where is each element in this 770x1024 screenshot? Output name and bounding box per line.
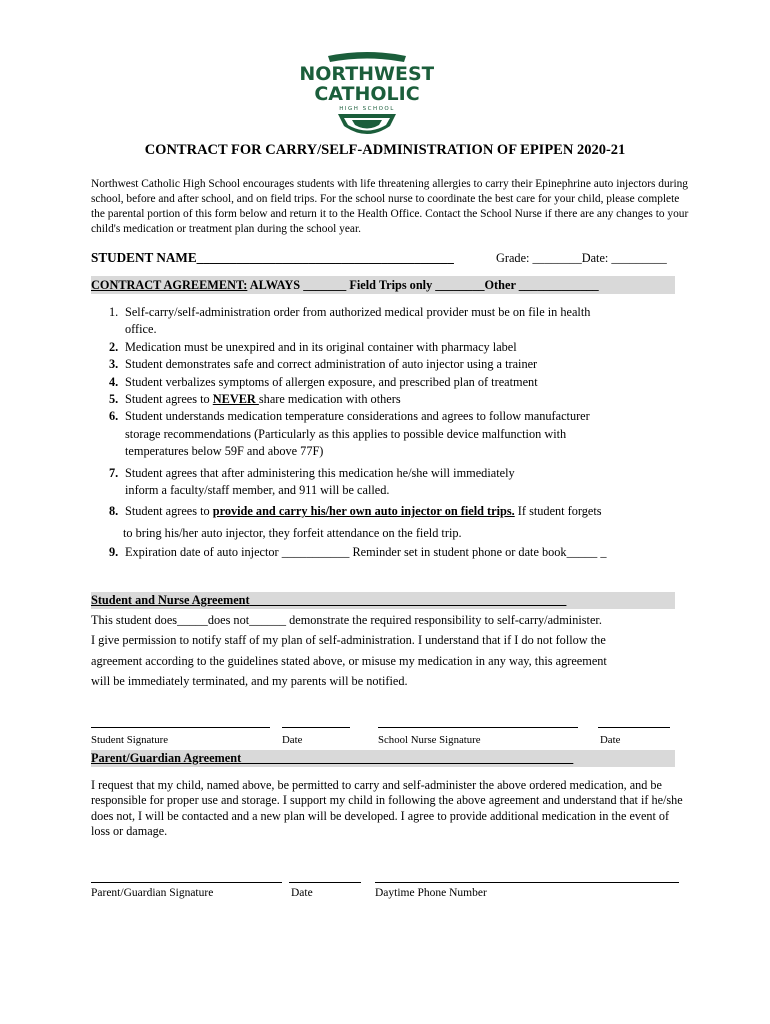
- document-title: CONTRACT FOR CARRY/SELF-ADMINISTRATION OF EPIPEN 2020-21: [144, 142, 626, 158]
- student-signature-label: Student Signature: [91, 734, 169, 746]
- list-item: 8. Student agrees to provide and carry his/her own auto injector on field trips. If student forgets: [109, 504, 602, 519]
- student-date-label: Date: [282, 734, 303, 746]
- list-item-cont: to bring his/her auto injector, they forfeit attendance on the field trip.: [123, 525, 462, 540]
- parent-heading-row: Parent/Guardian Agreement______________________________________________________: [91, 750, 675, 767]
- list-item: 4. Student verbalizes symptoms of allergen exposure, and prescribed plan of treatment: [109, 374, 538, 389]
- contract-items-list: [91, 304, 691, 562]
- student-signature-line[interactable]: [91, 727, 270, 728]
- contract-agreement-row: [91, 276, 675, 294]
- school-crest-icon: [300, 50, 434, 140]
- intro-paragraph: Northwest Catholic High School encourages students with life threatening allergies to carry their Epinephrine auto injectors during school, before and after school, and on field trips. For the school nurse to coordinate the best care for your child, please complete the parental portion of this form below and return it to the Health Office. Contact the School Nurse if there are any changes to your child's medication or treatment plan during the school year.: [91, 178, 689, 236]
- parent-signature-line[interactable]: [91, 882, 282, 883]
- field-trips-option[interactable]: Field Trips only ________Other _____________: [349, 278, 599, 292]
- parent-agreement-text: I request that my child, named above, be permitted to carry and self-administer the above ordered medication, and be responsible for proper use and storage. I support my child in following the above agreement and understand that if he/she does not, I will be contacted and a new plan will be developed. I agree to provide additional medication in the event of loss or damage.: [91, 778, 683, 839]
- list-item-cont: office.: [125, 322, 157, 337]
- list-item: 7. Student agrees that after administering this medication he/she will immediately: [109, 465, 515, 480]
- logo-line1: NORTHWEST: [300, 63, 434, 85]
- list-item-cont: storage recommendations (Particularly as this applies to possible device malfunction with: [125, 426, 567, 441]
- always-option[interactable]: ALWAYS _______: [249, 278, 347, 292]
- list-item: 3. Student demonstrates safe and correct administration of auto injector using a trainer: [109, 357, 538, 372]
- list-item-cont: inform a faculty/staff member, and 911 will be called.: [125, 483, 390, 498]
- student-nurse-heading: Student and Nurse Agreement: [91, 593, 250, 607]
- list-item-cont: temperatures below 59F and above 77F): [125, 444, 324, 459]
- logo-line2: CATHOLIC: [314, 83, 420, 105]
- list-item: 2. Medication must be unexpired and in its original container with pharmacy label: [109, 339, 517, 354]
- nurse-signature-line[interactable]: [378, 727, 578, 728]
- nurse-signature-label: School Nurse Signature: [378, 734, 481, 746]
- phone-number-label: Daytime Phone Number: [375, 887, 487, 899]
- nurse-date-label: Date: [600, 734, 621, 746]
- parent-heading: Parent/Guardian Agreement: [91, 751, 242, 765]
- student-name-field[interactable]: STUDENT NAME_______________________________________: [91, 250, 454, 265]
- parent-signature-label: Parent/Guardian Signature: [91, 887, 214, 899]
- logo-line3: HIGH SCHOOL: [339, 106, 395, 112]
- list-item: 9. Expiration date of auto injector ___________ Reminder set in student phone or date book_____ _: [109, 545, 607, 560]
- list-item: 5. Student agrees to NEVER share medication with others: [109, 392, 401, 407]
- student-nurse-text: This student does_____does not______ demonstrate the required responsibility to self-carry/administer. I give permission to notify staff of my plan of self-administration. I understand that if I do not follow the agreement according to the guidelines stated above, or misuse my medication in any way, this agreement will be immediately terminated, and my parents will be notified.: [91, 613, 607, 689]
- nurse-date-line[interactable]: [598, 727, 670, 728]
- parent-date-label: Date: [291, 887, 313, 899]
- school-logo: [300, 50, 434, 140]
- parent-date-line[interactable]: [289, 882, 361, 883]
- grade-date-field[interactable]: Grade: ________Date: _________: [496, 251, 667, 265]
- list-item: 1. Self-carry/self-administration order from authorized medical provider must be on file in health: [109, 305, 591, 319]
- student-nurse-heading-row: Student and Nurse Agreement ___________________________________________________: [91, 592, 675, 609]
- phone-number-line[interactable]: [375, 882, 679, 883]
- student-date-line[interactable]: [282, 727, 350, 728]
- list-item: 6. Student understands medication temperature considerations and agrees to follow manufacturer: [109, 409, 590, 424]
- contract-agreement-label: CONTRACT AGREEMENT:: [91, 278, 248, 292]
